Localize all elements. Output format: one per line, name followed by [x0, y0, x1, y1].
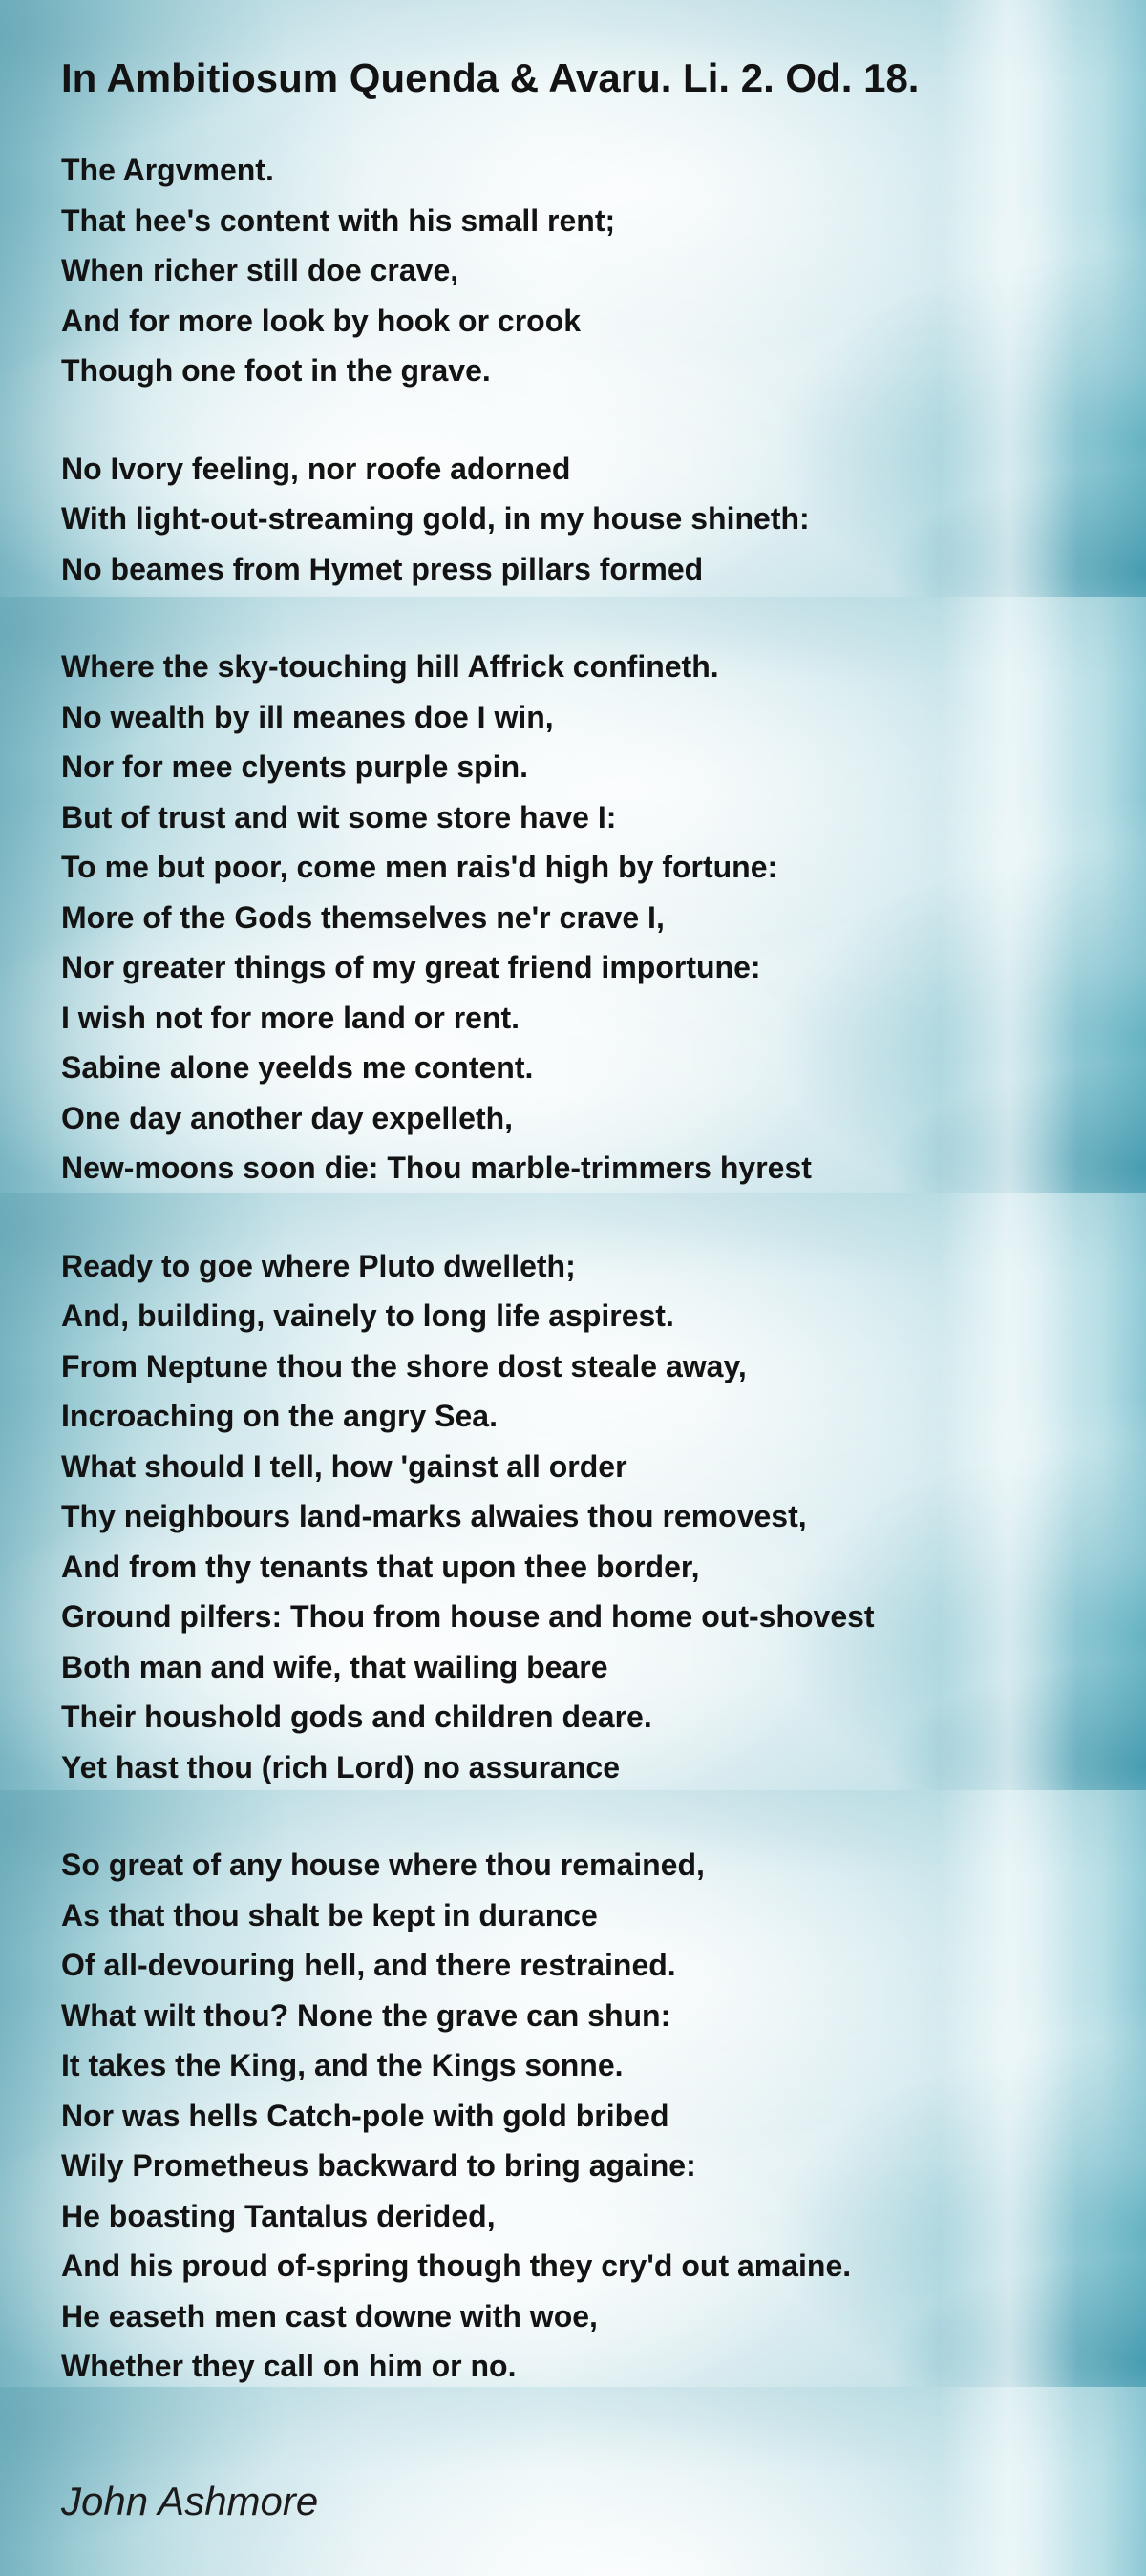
- poem-line: As that thou shalt be kept in durance: [61, 1897, 598, 1932]
- poem-line: Where the sky-touching hill Affrick confineth.: [61, 649, 719, 684]
- stanza: [61, 1241, 1117, 1793]
- poem-line: He boasting Tantalus derided,: [61, 2198, 496, 2233]
- poem-line: Nor was hells Catch-pole with gold bribed: [61, 2098, 669, 2133]
- poem-line: It takes the King, and the Kings sonne.: [61, 2048, 624, 2082]
- poem-line: Ground pilfers: Thou from house and home out-shovest: [61, 1599, 875, 1634]
- poem-line: I wish not for more land or rent.: [61, 1000, 520, 1035]
- poem-line: And his proud of-spring though they cry'd out amaine.: [61, 2249, 852, 2283]
- stanza: [61, 642, 1117, 1193]
- poem-line: The Argvment.: [61, 153, 274, 187]
- poem-line: Wily Prometheus backward to bring againe:: [61, 2148, 696, 2183]
- poem-line: New-moons soon die: Thou marble-trimmers hyrest: [61, 1151, 812, 1185]
- stanza: [61, 1840, 1117, 2392]
- poem-line: Though one foot in the grave.: [61, 353, 491, 388]
- poem-line: One day another day expelleth,: [61, 1100, 514, 1135]
- poem-line: No Ivory feeling, nor roofe adorned: [61, 451, 571, 486]
- stanza: [61, 145, 1117, 396]
- poem-line: What wilt thou? None the grave can shun:: [61, 1997, 671, 2033]
- poem-line: Whether they call on him or no.: [61, 2349, 517, 2383]
- poem-line: And from thy tenants that upon thee border,: [61, 1549, 700, 1584]
- poem-line: Nor for mee clyents purple spin.: [61, 750, 528, 784]
- poem-author: John Ashmore: [61, 2478, 319, 2523]
- poem-line: He easeth men cast downe with woe,: [61, 2298, 598, 2333]
- poem-line: But of trust and wit some store have I:: [61, 799, 617, 834]
- poem-line: Yet hast thou (rich Lord) no assurance: [61, 1749, 620, 1784]
- poem-line: What should I tell, how 'gainst all order: [61, 1448, 627, 1484]
- poem-line: No beames from Hymet press pillars formed: [61, 551, 704, 586]
- poem-line: When richer still doe crave,: [61, 253, 459, 287]
- poem-line: And, building, vainely to long life aspirest.: [61, 1299, 674, 1333]
- poem-line: Both man and wife, that wailing beare: [61, 1649, 608, 1684]
- poem-body: [61, 145, 1117, 2392]
- poem-line: From Neptune thou the shore dost steale away,: [61, 1348, 747, 1383]
- poem-line: And for more look by hook or crook: [61, 303, 582, 338]
- poem-line: With light-out-streaming gold, in my house shineth:: [61, 501, 810, 536]
- poem-line: Nor greater things of my great friend importune:: [61, 950, 761, 984]
- poem-line: So great of any house where thou remained,: [61, 1848, 705, 1882]
- stanza: [61, 444, 1117, 595]
- poem-line: No wealth by ill meanes doe I win,: [61, 699, 554, 734]
- poem-line: That hee's content with his small rent;: [61, 202, 616, 238]
- poem-line: Thy neighbours land-marks alwaies thou removest,: [61, 1499, 807, 1533]
- poem-line: Sabine alone yeelds me content.: [61, 1050, 534, 1085]
- poem-line: Ready to goe where Pluto dwelleth;: [61, 1248, 576, 1283]
- poem-line: Of all-devouring hell, and there restrained.: [61, 1948, 676, 1982]
- poem-line: More of the Gods themselves ne'r crave I,: [61, 899, 665, 935]
- poem-line: To me but poor, come men rais'd high by fortune:: [61, 850, 778, 884]
- poem-title: In Ambitiosum Quenda & Avaru. Li. 2. Od. 18.: [61, 55, 920, 100]
- poem-line: Incroaching on the angry Sea.: [61, 1399, 498, 1433]
- poem-line: Their houshold gods and children deare.: [61, 1700, 652, 1734]
